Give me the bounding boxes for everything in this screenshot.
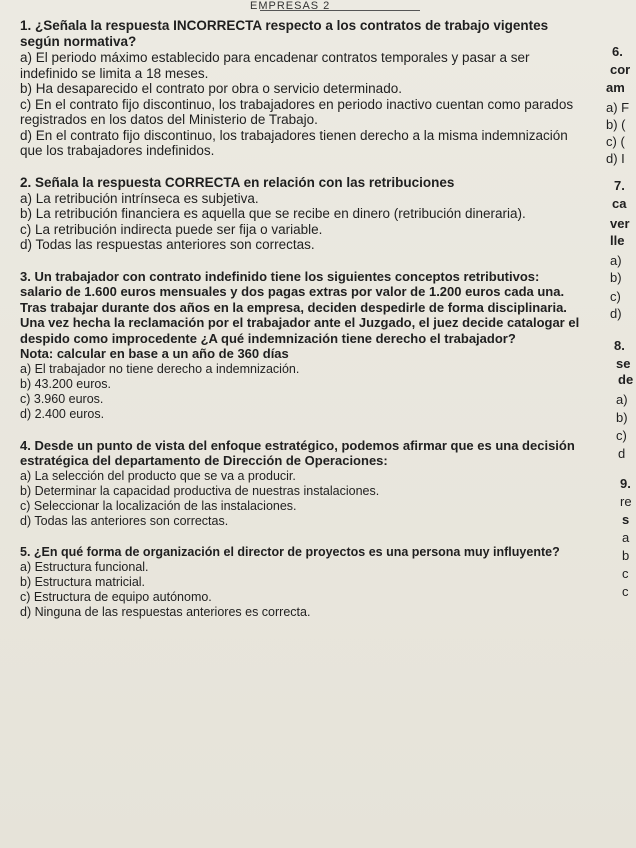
option-a: a) El periodo máximo establecido para encadenar contratos temporales y pasar a ser indefinido se limita a 18 meses. [20,50,530,81]
option-a: a) La selección del producto que se va a producir. [20,468,296,483]
side-fragment: c) [616,428,627,443]
option-a: a) Estructura funcional. [20,559,149,574]
side-fragment: 7. [614,178,625,193]
question-title: 4. Desde un punto de vista del enfoque estratégico, podemos afirmar que es una decisión estratégica del departamento de Dirección de Operaciones: [20,437,575,468]
question-2 [20,175,580,253]
side-fragment: c [622,584,629,599]
question-title: 2. Señala la respuesta CORRECTA en relación con las retribuciones [20,174,455,190]
option-c: c) En el contrato fijo discontinuo, los trabajadores en periodo inactivo cuentan como parados registrados en los datos del Ministerio de Trabajo. [20,96,574,127]
option-b: b) Ha desaparecido el contrato por obra o servicio determinado. [20,81,402,96]
side-fragment: a) F [606,100,630,115]
side-fragment: s [622,512,630,527]
side-fragment: 8. [614,338,625,353]
side-fragment: a) [610,253,622,268]
side-fragment: a [622,530,630,545]
header-rule [260,10,420,11]
option-d: d) En el contrato fijo discontinuo, los trabajadores tienen derecho a la misma indemnización que los trabajadores indefinidos. [20,127,568,158]
option-c: c) 3.960 euros. [20,391,104,406]
option-b: b) La retribución financiera es aquella que se recibe en dinero (retribución dineraria). [20,206,526,221]
side-fragment: de [618,372,634,387]
side-fragment: a) [616,392,628,407]
side-fragment: se [616,356,631,371]
question-4 [20,438,580,529]
side-fragment: b [622,548,630,563]
option-a: a) La retribución intrínseca es subjetiva. [20,190,259,206]
side-fragment: c [622,566,629,581]
option-b: b) Estructura matricial. [20,574,146,589]
option-a: a) El trabajador no tiene derecho a indemnización. [20,361,300,376]
side-fragment: ver [610,216,630,231]
question-5 [20,545,580,620]
side-fragment: b) [610,270,622,285]
side-fragment: re [620,494,632,509]
page-header: EMPRESAS 2 [250,0,331,12]
question-title: 3. Un trabajador con contrato indefinido tiene los siguientes conceptos retributivos: salario de 1.600 euros mensuales y dos pagas extras por valor de 1.200 euros cada una. [20,268,565,299]
option-d: d) Ninguna de las respuestas anteriores es correcta. [20,604,311,619]
side-fragment: c) ( [606,134,625,149]
side-fragment: d) [610,306,622,321]
side-fragment: cor [610,62,631,77]
side-fragment: lle [610,233,625,248]
side-fragment: b) [616,410,628,425]
side-fragment: am [606,80,625,95]
side-fragment: d [618,446,626,461]
question-3 [20,269,580,422]
side-fragment: c) [610,289,621,304]
option-b: b) Determinar la capacidad productiva de nuestras instalaciones. [20,483,380,498]
option-b: b) 43.200 euros. [20,376,112,391]
question-1 [20,18,580,159]
side-fragment: ca [612,196,627,211]
question-intro: Tras trabajar durante dos años en la empresa, deciden despedirle de forma disciplinaria. Una vez hecha la reclamación por el trabajador ante el Juzgado, el juez decide catalogar el despido como improcedente ¿A qué indemnización tiene derecho el trabajador? [20,299,580,346]
option-c: c) Seleccionar la localización de las instalaciones. [20,498,297,513]
option-d: d) Todas las respuestas anteriores son correctas. [20,237,315,252]
next-page-edge [592,0,636,848]
side-fragment: 6. [612,44,623,59]
side-fragment: b) ( [606,117,626,132]
option-d: d) 2.400 euros. [20,406,105,421]
question-title: 1. ¿Señala la respuesta INCORRECTA respecto a los contratos de trabajo vigentes según normativa? [20,18,549,49]
side-fragment: d) I [606,151,625,166]
option-c: c) La retribución indirecta puede ser fija o variable. [20,221,323,237]
option-d: d) Todas las anteriores son correctas. [20,513,229,528]
question-title: 5. ¿En qué forma de organización el director de proyectos es una persona muy influyente? [20,544,560,559]
option-c: c) Estructura de equipo autónomo. [20,589,212,604]
questions-column [20,18,580,636]
question-note: Nota: calcular en base a un año de 360 días [20,346,289,361]
side-fragment: 9. [620,476,631,491]
